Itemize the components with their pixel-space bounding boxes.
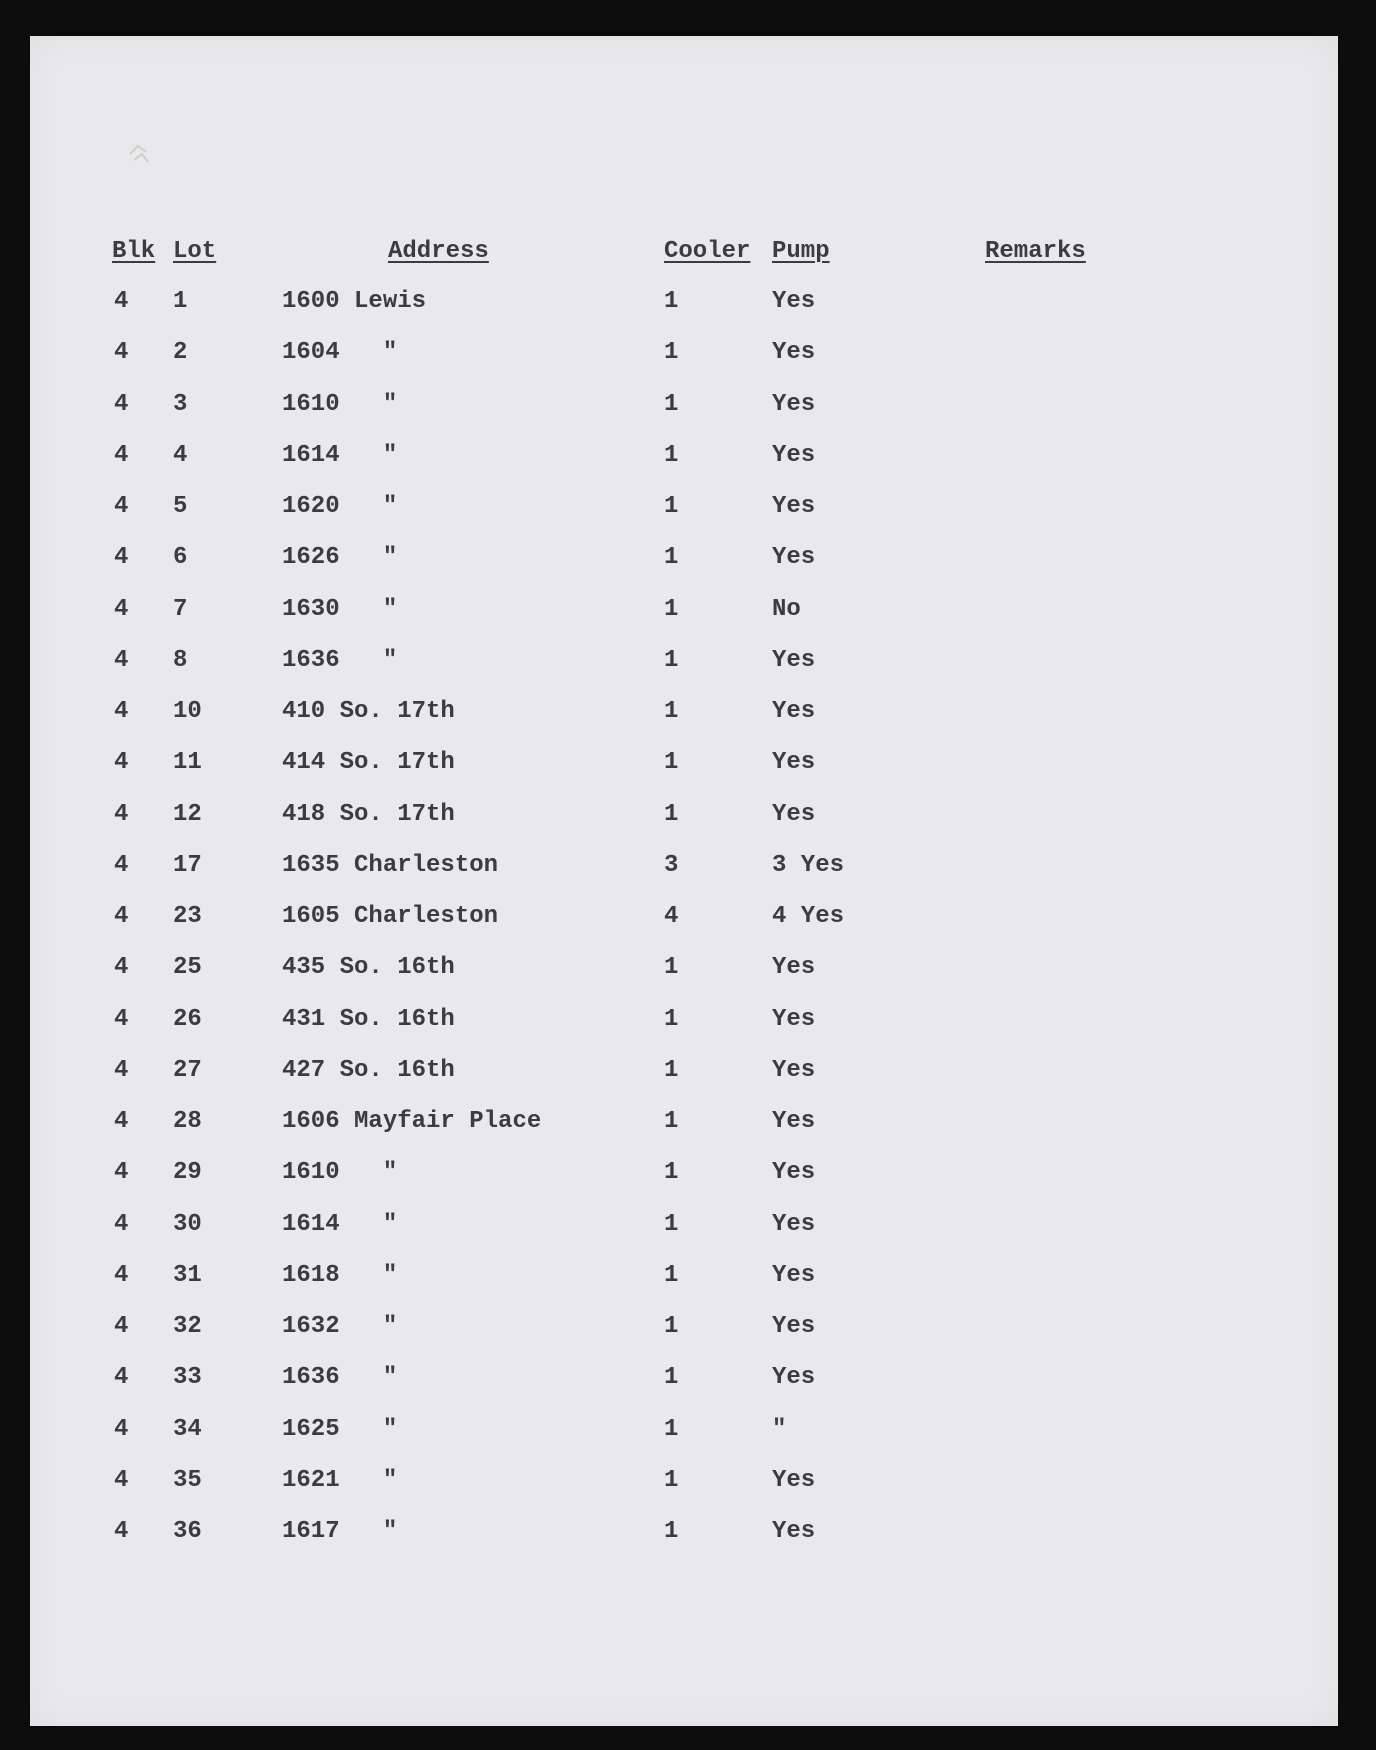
cell-blk: 4 xyxy=(114,493,129,520)
cell-blk: 4 xyxy=(114,1005,129,1033)
cell-address: 1610 " xyxy=(282,390,398,418)
cell-lot: 30 xyxy=(173,1210,202,1238)
cell-pump: Yes xyxy=(772,1261,816,1289)
table-row xyxy=(0,596,1376,626)
header-cooler: Cooler xyxy=(664,238,751,265)
table-row xyxy=(0,801,1376,831)
cell-lot: 8 xyxy=(173,646,188,674)
cell-pump: Yes xyxy=(772,1210,816,1238)
cell-address: 1614 " xyxy=(282,441,398,469)
table-row xyxy=(0,1313,1376,1343)
cell-blk: 4 xyxy=(114,646,129,674)
table-row xyxy=(0,442,1376,472)
cell-address: 1636 " xyxy=(282,1364,398,1392)
cell-pump: Yes xyxy=(772,1364,816,1392)
cell-cooler: 1 xyxy=(664,1005,679,1033)
cell-cooler: 1 xyxy=(664,749,679,777)
cell-blk: 4 xyxy=(114,1466,129,1494)
table-row xyxy=(0,903,1376,933)
cell-blk: 4 xyxy=(114,1056,129,1084)
table-row xyxy=(0,391,1376,421)
table-row xyxy=(0,647,1376,677)
table-row xyxy=(0,1211,1376,1241)
cell-lot: 34 xyxy=(173,1415,202,1443)
cell-address: 1604 " xyxy=(282,339,398,367)
cell-lot: 1 xyxy=(173,288,188,315)
table-row xyxy=(0,1467,1376,1497)
cell-pump: Yes xyxy=(772,954,816,982)
cell-blk: 4 xyxy=(114,595,129,623)
cell-blk: 4 xyxy=(114,698,129,725)
cell-blk: 4 xyxy=(114,1210,129,1238)
cell-blk: 4 xyxy=(114,544,129,572)
cell-cooler: 1 xyxy=(664,1466,679,1494)
cell-cooler: 1 xyxy=(664,1364,679,1392)
cell-address: 1614 " xyxy=(282,1210,398,1238)
cell-address: 1635 Charleston xyxy=(282,851,499,879)
table-row xyxy=(0,544,1376,574)
table-header xyxy=(0,238,1376,268)
cell-pump: Yes xyxy=(772,544,816,572)
cell-address: 1626 " xyxy=(282,544,398,572)
cell-lot: 25 xyxy=(173,954,202,982)
cell-cooler: 1 xyxy=(664,1108,679,1135)
cell-address: 1636 " xyxy=(282,646,398,674)
table-row xyxy=(0,852,1376,882)
cell-blk: 4 xyxy=(114,1313,129,1340)
cell-lot: 28 xyxy=(173,1108,202,1135)
cell-lot: 36 xyxy=(173,1518,202,1545)
cell-blk: 4 xyxy=(114,954,129,982)
table-row xyxy=(0,1364,1376,1394)
cell-pump: Yes xyxy=(772,1518,816,1545)
cell-lot: 27 xyxy=(173,1056,202,1084)
table-row xyxy=(0,1006,1376,1036)
cell-cooler: 1 xyxy=(664,441,679,469)
table-row xyxy=(0,1518,1376,1548)
cell-cooler: 1 xyxy=(664,1261,679,1289)
cell-pump: Yes xyxy=(772,288,816,315)
cell-pump: Yes xyxy=(772,339,816,367)
cell-blk: 4 xyxy=(114,288,129,315)
cell-address: 435 So. 16th xyxy=(282,954,455,982)
cell-pump: No xyxy=(772,595,801,623)
cell-address: 1606 Mayfair Place xyxy=(282,1108,542,1135)
cell-address: 427 So. 16th xyxy=(282,1056,455,1084)
cell-pump: Yes xyxy=(772,390,816,418)
cell-lot: 12 xyxy=(173,800,202,828)
cell-blk: 4 xyxy=(114,1108,129,1135)
cell-address: 1630 " xyxy=(282,595,398,623)
cell-lot: 29 xyxy=(173,1159,202,1187)
cell-pump: Yes xyxy=(772,698,816,725)
cell-cooler: 3 xyxy=(664,851,679,879)
cell-blk: 4 xyxy=(114,903,129,930)
cell-address: 1625 " xyxy=(282,1415,398,1443)
cell-pump: Yes xyxy=(772,1466,816,1494)
table-row xyxy=(0,1159,1376,1189)
cell-cooler: 1 xyxy=(664,288,679,315)
cell-pump: Yes xyxy=(772,1313,816,1340)
cell-lot: 4 xyxy=(173,441,188,469)
cell-address: 1620 " xyxy=(282,493,398,520)
cell-cooler: 1 xyxy=(664,1313,679,1340)
cell-lot: 23 xyxy=(173,903,202,930)
cell-lot: 32 xyxy=(173,1313,202,1340)
cell-lot: 33 xyxy=(173,1364,202,1392)
cell-cooler: 1 xyxy=(664,954,679,982)
table-row xyxy=(0,1262,1376,1292)
table-row xyxy=(0,698,1376,728)
cell-cooler: 4 xyxy=(664,903,679,930)
cell-blk: 4 xyxy=(114,1364,129,1392)
header-pump: Pump xyxy=(772,238,830,265)
cell-pump: Yes xyxy=(772,441,816,469)
cell-cooler: 1 xyxy=(664,1210,679,1238)
cell-pump: Yes xyxy=(772,1056,816,1084)
table-row xyxy=(0,1108,1376,1138)
cell-cooler: 1 xyxy=(664,390,679,418)
cell-cooler: 1 xyxy=(664,493,679,520)
cell-lot: 3 xyxy=(173,390,188,418)
cell-address: 410 So. 17th xyxy=(282,698,455,725)
cell-address: 418 So. 17th xyxy=(282,800,455,828)
cell-address: 1617 " xyxy=(282,1518,398,1545)
header-lot: Lot xyxy=(173,238,217,265)
cell-pump: Yes xyxy=(772,1159,816,1187)
cell-cooler: 1 xyxy=(664,339,679,367)
cell-blk: 4 xyxy=(114,441,129,469)
cell-address: 1621 " xyxy=(282,1466,398,1494)
cell-lot: 2 xyxy=(173,339,188,367)
cell-address: 1600 Lewis xyxy=(282,288,427,315)
cell-blk: 4 xyxy=(114,390,129,418)
cell-address: 1610 " xyxy=(282,1159,398,1187)
table-row xyxy=(0,288,1376,318)
cell-address: 1605 Charleston xyxy=(282,903,499,930)
cell-cooler: 1 xyxy=(664,800,679,828)
cell-pump: Yes xyxy=(772,1108,816,1135)
cell-cooler: 1 xyxy=(664,1056,679,1084)
cell-cooler: 1 xyxy=(664,698,679,725)
table-row xyxy=(0,954,1376,984)
cell-blk: 4 xyxy=(114,1518,129,1545)
cell-pump: 3 Yes xyxy=(772,851,845,879)
cell-blk: 4 xyxy=(114,339,129,367)
cell-cooler: 1 xyxy=(664,1415,679,1443)
cell-pump: Yes xyxy=(772,493,816,520)
cell-lot: 35 xyxy=(173,1466,202,1494)
cell-lot: 31 xyxy=(173,1261,202,1289)
cell-cooler: 1 xyxy=(664,595,679,623)
cell-blk: 4 xyxy=(114,1415,129,1443)
cell-pump: 4 Yes xyxy=(772,903,845,930)
cell-lot: 17 xyxy=(173,851,202,879)
cell-address: 1618 " xyxy=(282,1261,398,1289)
cell-blk: 4 xyxy=(114,1261,129,1289)
cell-pump: Yes xyxy=(772,749,816,777)
cell-pump: Yes xyxy=(772,800,816,828)
cell-address: 1632 " xyxy=(282,1313,398,1340)
cell-pump: " xyxy=(772,1415,787,1443)
header-blk: Blk xyxy=(112,238,156,265)
cell-pump: Yes xyxy=(772,646,816,674)
header-address: Address xyxy=(388,238,489,265)
cell-lot: 7 xyxy=(173,595,188,623)
cell-cooler: 1 xyxy=(664,1518,679,1545)
cell-blk: 4 xyxy=(114,800,129,828)
table-row xyxy=(0,339,1376,369)
cell-lot: 5 xyxy=(173,493,188,520)
cell-lot: 6 xyxy=(173,544,188,572)
table-row xyxy=(0,493,1376,523)
table-row xyxy=(0,1057,1376,1087)
cell-cooler: 1 xyxy=(664,544,679,572)
header-remarks: Remarks xyxy=(985,238,1086,265)
cell-lot: 26 xyxy=(173,1005,202,1033)
cell-blk: 4 xyxy=(114,1159,129,1187)
cell-cooler: 1 xyxy=(664,646,679,674)
table-row xyxy=(0,749,1376,779)
cell-lot: 10 xyxy=(173,698,202,725)
cell-address: 414 So. 17th xyxy=(282,749,455,777)
cell-blk: 4 xyxy=(114,851,129,879)
table-row xyxy=(0,1416,1376,1446)
cell-blk: 4 xyxy=(114,749,129,777)
cell-address: 431 So. 16th xyxy=(282,1005,455,1033)
cell-pump: Yes xyxy=(772,1005,816,1033)
cell-lot: 11 xyxy=(173,749,202,777)
cell-cooler: 1 xyxy=(664,1159,679,1187)
